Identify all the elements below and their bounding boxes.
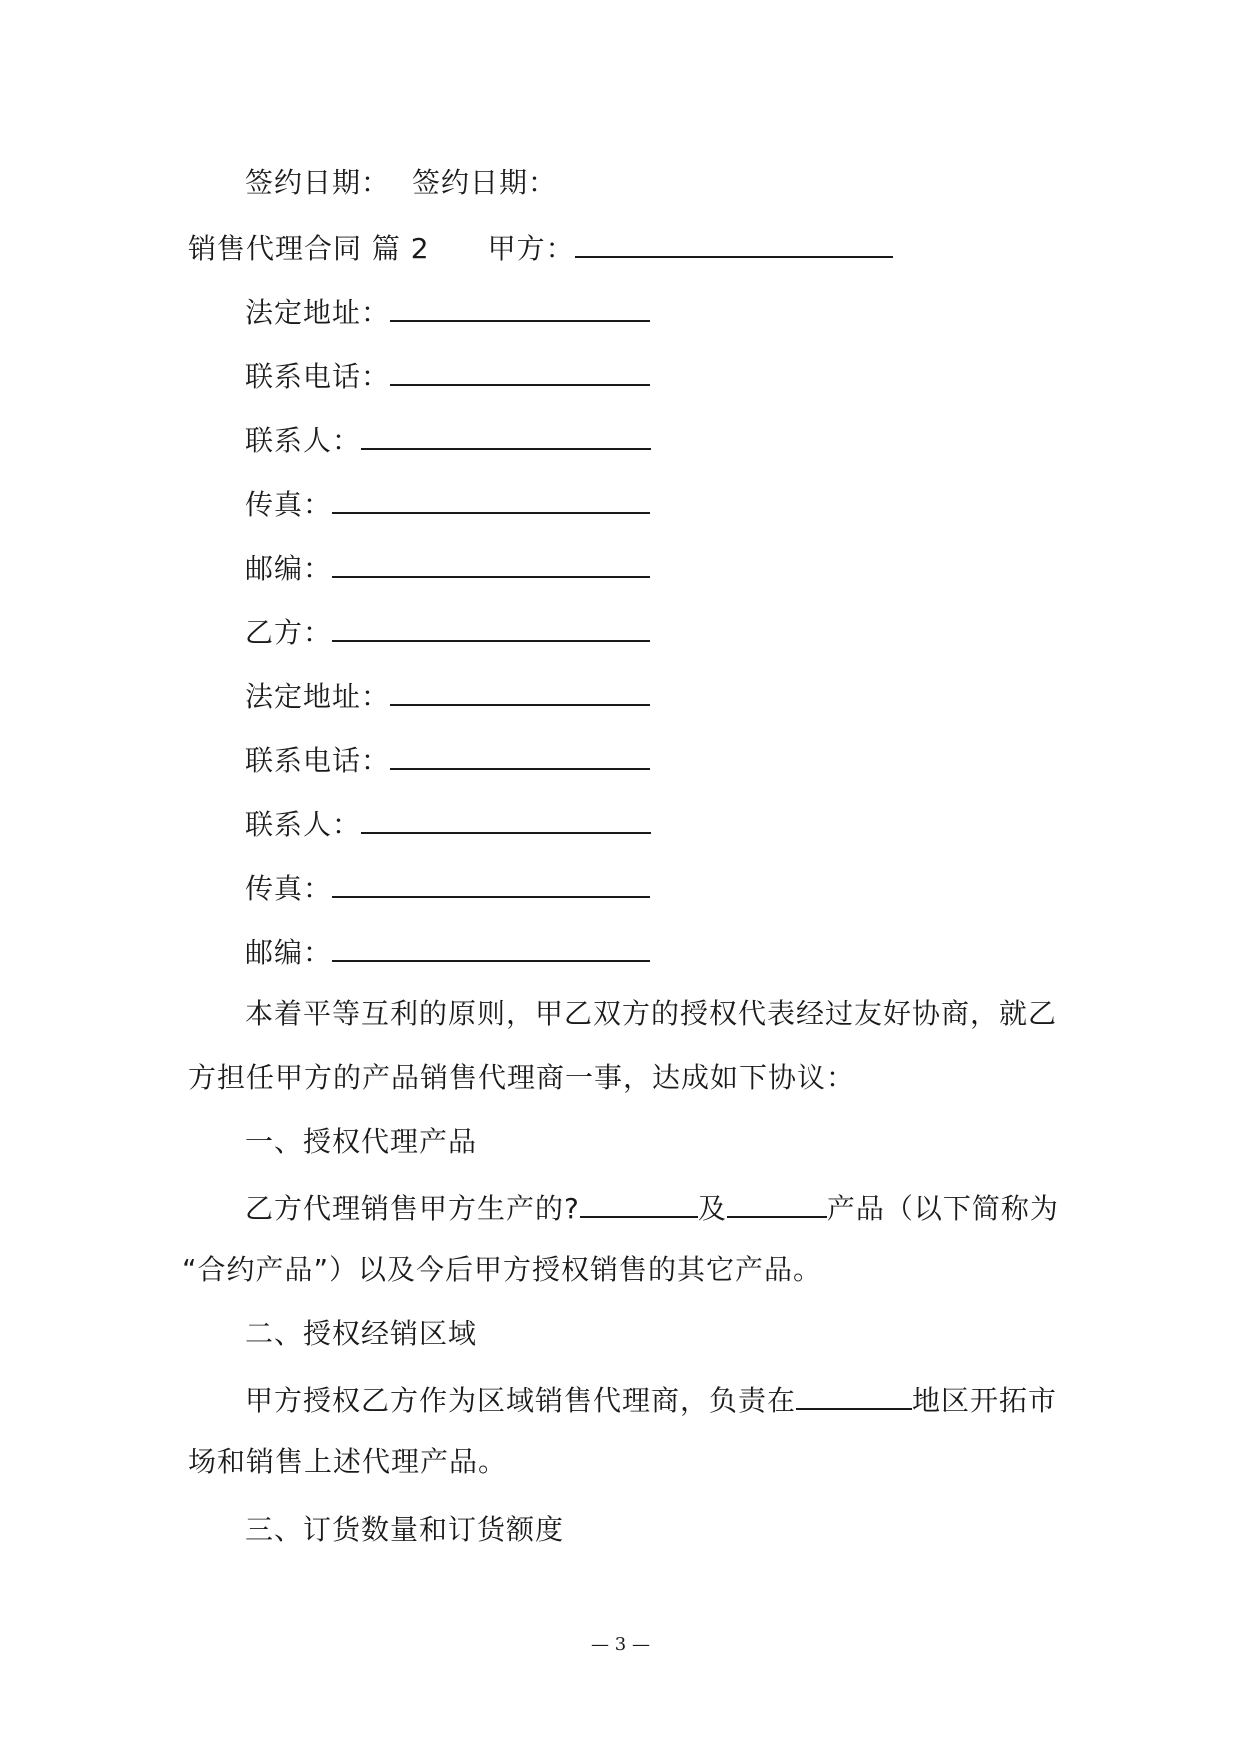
section-1-line-2: “合约产品”）以及今后甲方授权销售的其它产品。 [182, 1253, 823, 1286]
b-address-blank [390, 676, 650, 706]
section-2-title: 二、授权经销区域 [245, 1317, 478, 1350]
b-zip-blank [332, 932, 650, 962]
b-phone-blank [390, 740, 650, 770]
b-zip-row [245, 932, 650, 971]
a-phone-blank [390, 356, 650, 386]
sec1-text-a: 乙方代理销售甲方生产的? [245, 1192, 580, 1225]
b-contact-label: 联系人： [245, 808, 362, 841]
b-contact-blank [361, 804, 651, 834]
b-address-label: 法定地址： [245, 680, 391, 713]
a-phone-row [245, 356, 650, 395]
title-row [188, 228, 893, 267]
intro-line-2: 方担任甲方的产品销售代理商一事，达成如下协议： [188, 1061, 856, 1094]
a-address-label: 法定地址： [245, 296, 391, 329]
party-b-blank [332, 612, 650, 642]
sec1-text-c: 产品（以下简称为 [826, 1192, 1059, 1225]
b-zip-label: 邮编： [245, 936, 333, 969]
sign-date-row [245, 165, 557, 201]
a-fax-blank [332, 484, 650, 514]
party-b-label: 乙方： [245, 616, 333, 649]
a-address-blank [390, 292, 650, 322]
a-zip-blank [332, 548, 650, 578]
section-2-line-2: 场和销售上述代理产品。 [188, 1445, 508, 1478]
product-blank-2 [727, 1188, 827, 1218]
page-number: — 3 — [591, 1634, 650, 1655]
b-address-row [245, 676, 650, 715]
a-fax-label: 传真： [245, 488, 333, 521]
b-fax-label: 传真： [245, 872, 333, 905]
sec2-text-a: 甲方授权乙方作为区域销售代理商，负责在 [245, 1384, 797, 1417]
party-a-label: 甲方： [487, 232, 575, 265]
a-contact-blank [361, 420, 651, 450]
contract-title: 销售代理合同 篇 2 [188, 232, 430, 265]
section-3-title: 三、订货数量和订货额度 [245, 1513, 565, 1546]
a-fax-row [245, 484, 650, 523]
a-phone-label: 联系电话： [245, 360, 391, 393]
section-1-title: 一、授权代理产品 [245, 1125, 478, 1158]
intro-line-1: 本着平等互利的原则，甲乙双方的授权代表经过友好协商，就乙 [245, 997, 1058, 1030]
party-a-blank [575, 228, 893, 258]
b-fax-blank [332, 868, 650, 898]
sec1-text-b: 及 [697, 1192, 727, 1225]
b-contact-row [245, 804, 651, 843]
a-address-row [245, 292, 650, 331]
sec2-text-b: 地区开拓市 [912, 1384, 1058, 1417]
b-fax-row [245, 868, 650, 907]
a-contact-label: 联系人： [245, 424, 362, 457]
product-blank-1 [580, 1188, 698, 1218]
a-zip-row [245, 548, 650, 587]
b-phone-row [245, 740, 650, 779]
party-b-row [245, 612, 650, 651]
section-2-line-1 [245, 1380, 1057, 1419]
a-contact-row [245, 420, 651, 459]
region-blank [796, 1380, 912, 1410]
sign-date-label-a: 签约日期： [245, 166, 391, 199]
sign-date-label-b: 签约日期： [412, 166, 558, 199]
b-phone-label: 联系电话： [245, 744, 391, 777]
a-zip-label: 邮编： [245, 552, 333, 585]
section-1-line-1 [245, 1188, 1059, 1227]
